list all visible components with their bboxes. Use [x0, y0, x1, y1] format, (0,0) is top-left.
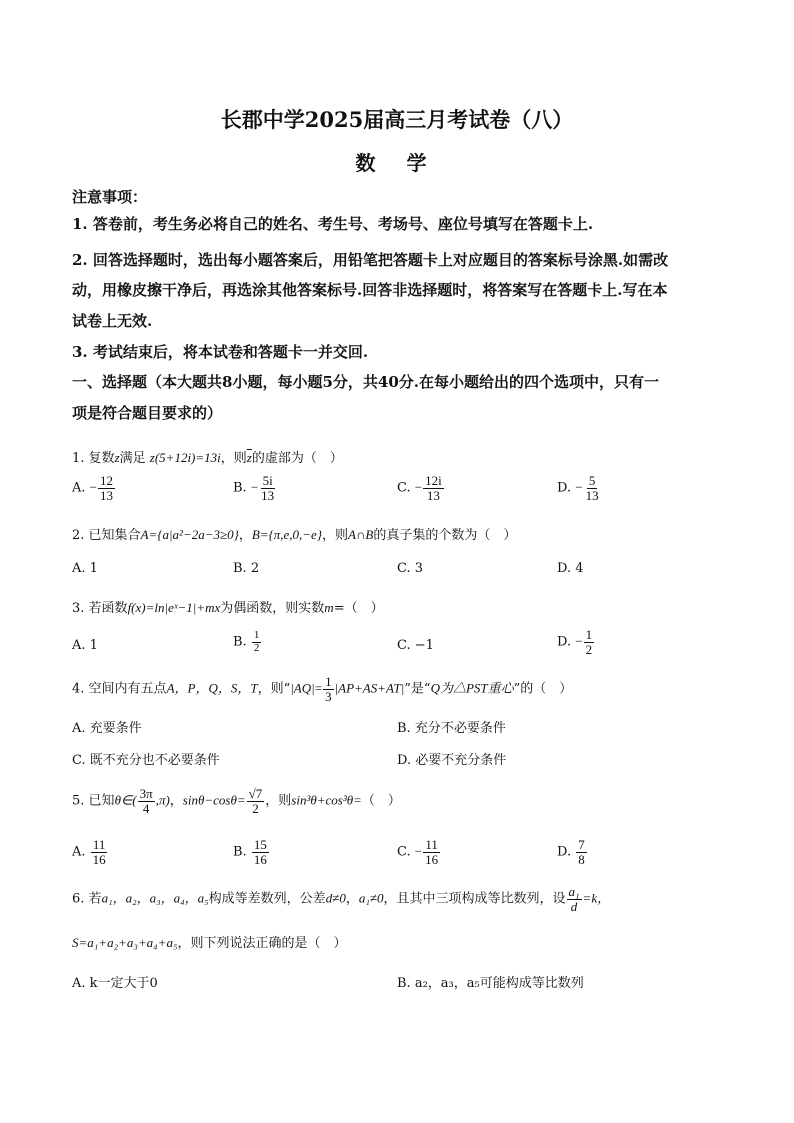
question-6-stem-line-1: 6. 若a₁，a₂，a₃，a₄，a₅构成等差数列，公差d≠0，a₁≠0，且其中三项构成等比数列，设 $\frac{\text{a₁}}{d}$ =k， — [72, 884, 611, 914]
notice-item-3: 3. 考试结束后，将本试卷和答题卡一并交回. — [72, 343, 369, 361]
question-3-stem: 3. 若函数f(x)=ln|eˣ−1|+mx为偶函数，则实数m=（ ） — [72, 600, 384, 616]
question-5-option-b[interactable]: B. $\frac{15}{16}$ — [233, 837, 267, 867]
question-3-option-c[interactable]: C. −1 — [397, 638, 434, 653]
subject-title: 数 学 — [355, 151, 439, 175]
question-2-stem: 2. 已知集合A={a|a²−2a−3≥0}，B={π,e,0,−e}，则A∩B的真子集的个数为（ ） — [72, 527, 517, 543]
question-5-option-c[interactable]: C. − $\frac{11}{16}$ — [397, 837, 439, 867]
question-2-option-b[interactable]: B. 2 — [233, 561, 260, 576]
question-3-option-a[interactable]: A. 1 — [72, 638, 98, 653]
section-1-heading-line-1: 一、选择题（本大题共8小题，每小题5分，共40分.在每小题给出的四个选项中，只有一 — [72, 373, 659, 391]
notice-item-2-line-2: 动，用橡皮擦干净后，再选涂其他答案标号.回答非选择题时，将答案写在答题卡上.写在本 — [72, 281, 668, 299]
question-6-option-a[interactable]: A. k一定大于0 — [72, 976, 158, 991]
question-4-option-a[interactable]: A. 充要条件 — [72, 721, 142, 736]
question-5-option-d[interactable]: D. $\frac{7}{8}$ — [557, 837, 585, 867]
question-5-stem: 5. 已知θ∈( $\frac{3\pi}{4}$ ,π)，sinθ−cosθ= $\frac{√7}{2}$ ，则sin³θ+cos³θ=（ ） — [72, 786, 401, 816]
question-1-option-a[interactable]: A. − $\frac{12}{13}$ — [72, 473, 114, 503]
exam-title: 长郡中学2025届高三月考试卷（八） — [220, 107, 574, 132]
question-1-option-c[interactable]: C. − $\frac{12i}{13}$ — [397, 473, 442, 503]
question-3-option-d[interactable]: D. − $\frac{1}{2}$ — [557, 627, 593, 657]
question-4-option-c[interactable]: C. 既不充分也不必要条件 — [72, 753, 220, 768]
question-2-option-a[interactable]: A. 1 — [72, 561, 98, 576]
section-1-heading-line-2: 项是符合题目要求的） — [72, 404, 223, 422]
question-1-option-b[interactable]: B. − $\frac{5i}{13}$ — [233, 473, 275, 503]
question-4-option-d[interactable]: D. 必要不充分条件 — [397, 753, 507, 768]
notice-item-1: 1. 答卷前，考生务必将自己的姓名、考生号、考场号、座位号填写在答题卡上. — [72, 215, 594, 233]
question-4-option-b[interactable]: B. 充分不必要条件 — [397, 721, 506, 736]
question-2-option-c[interactable]: C. 3 — [397, 561, 424, 576]
question-6-stem-line-2: S=a₁+a₂+a₃+a₄+a₅，则下列说法正确的是（ ） — [72, 935, 347, 951]
question-6-option-b[interactable]: B. a₂，a₃，a₅可能构成等比数列 — [397, 976, 584, 991]
question-2-option-d[interactable]: D. 4 — [557, 561, 584, 576]
notice-item-2-line-3: 试卷上无效. — [72, 312, 153, 330]
question-1-option-d[interactable]: D. − $\frac{5}{13}$ — [557, 473, 599, 503]
question-5-option-a[interactable]: A. $\frac{11}{16}$ — [72, 837, 106, 867]
question-4-stem: 4. 空间内有五点A，P，Q，S，T，则“|AQ|= $\frac{1}{3}$ |AP+AS+AT|”是“Q为△PST重心”的（ ） — [72, 674, 573, 704]
notice-heading: 注意事项： — [72, 188, 148, 206]
question-1-stem: 1. 复数z满足 z(5+12i)=13i，则$\overline{z}$的虚部为（ ） — [72, 450, 343, 466]
notice-item-2-line-1: 2. 回答选择题时，选出每小题答案后，用铅笔把答题卡上对应题目的答案标号涂黑.如需改 — [72, 251, 669, 269]
question-3-option-b[interactable]: B. $\frac{1}{2}$ — [233, 629, 260, 654]
